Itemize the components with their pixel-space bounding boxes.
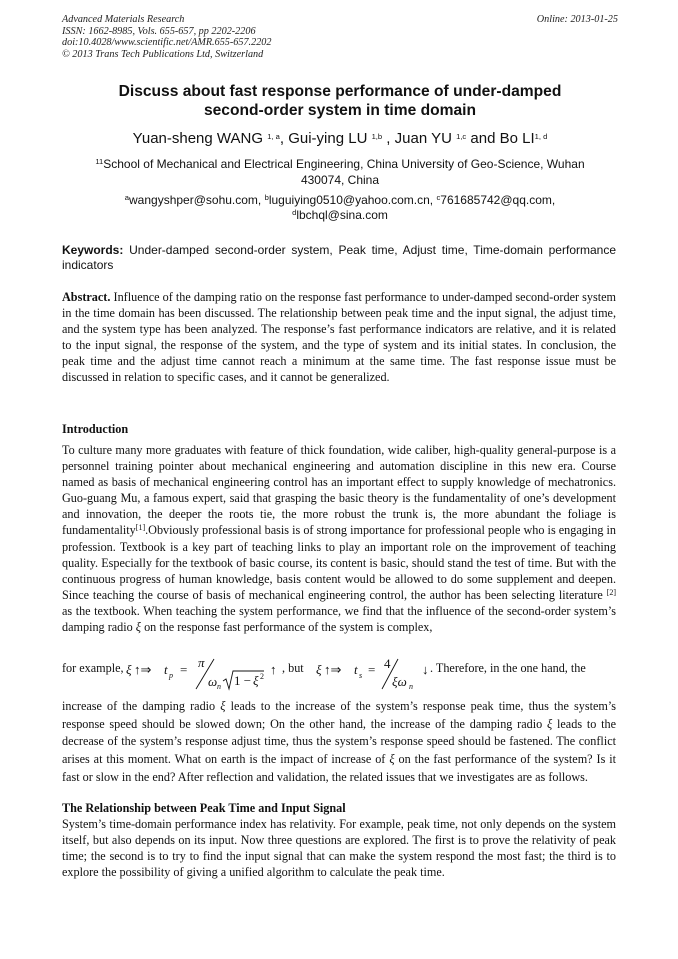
svg-text:t: t: [354, 662, 358, 677]
author-name: Yuan-sheng WANG: [132, 130, 264, 147]
journal-name: Advanced Materials Research: [62, 14, 185, 25]
email-link[interactable]: 761685742@qq.com,: [440, 193, 556, 207]
keywords-text: Under-damped second-order system, Peak time, Adjust time, Time-domain performance indicators: [62, 243, 617, 272]
affiliation-line-1: School of Mechanical and Electrical Engineering, China University of Geo-Science, Wuhan: [103, 157, 585, 171]
svg-text:π: π: [198, 655, 205, 670]
email-link[interactable]: wangyshper@sohu.com,: [129, 193, 262, 207]
svg-text:p: p: [169, 671, 173, 680]
abstract-label: Abstract.: [62, 290, 111, 304]
svg-text:1 −: 1 −: [234, 673, 252, 688]
author-sup: 1, a: [267, 132, 280, 141]
svg-text:↑: ↑: [270, 662, 277, 677]
email-sup: d: [292, 208, 297, 217]
email-list: [62, 193, 618, 223]
abstract: [62, 289, 616, 385]
issn-line: ISSN: 1662-8985, Vols. 655-657, pp 2202-2206: [62, 25, 256, 37]
intro-text: increase of the damping radio: [62, 699, 216, 713]
email-sup: c: [436, 193, 441, 202]
svg-text:=: =: [368, 662, 376, 677]
svg-text:n: n: [217, 682, 221, 691]
svg-text:n: n: [409, 682, 413, 691]
xi-symbol: ξ: [135, 620, 142, 635]
equation-line: [62, 655, 616, 693]
xi-symbol: ξ: [389, 752, 395, 767]
svg-text:=: =: [180, 662, 188, 677]
introduction-heading: Introduction: [62, 422, 129, 436]
svg-text:↑⇒: ↑⇒: [134, 662, 152, 677]
intro-text: on the fast performance of the system? Is it fast or slow in the end? After reflection and validation, the related issues that we investigates are as follows.: [62, 752, 617, 784]
intro-text: leads to the decrease of the system’s response adjust time, thus the system’s response speed should be fastened. The conflict arises at this moment. What on earth is the impact of increase of: [62, 716, 616, 767]
svg-text:4: 4: [384, 656, 391, 671]
section-heading: The Relationship between Peak Time and Input Signal: [62, 801, 346, 815]
svg-text:ξω: ξω: [392, 674, 407, 689]
affiliation: [62, 157, 618, 188]
svg-text:ω: ω: [208, 674, 218, 689]
title-line-1: Discuss about fast response performance of under-damped: [118, 83, 562, 100]
section-paragraph: System’s time-domain performance index has relativity. For example, peak time, not only depends on the system itself, but also depends on its input. Now three questions are explored. The first is to prove the relativity of peak time; the second is to try to find the input signal that can make the system respond the most fast; the third is to explore the possibility of giving a unified algorithm to calculate the peak time.: [62, 817, 616, 880]
xi-symbol: ξ: [547, 716, 553, 731]
eq-suffix: . Therefore, in the one hand, the: [430, 661, 586, 675]
svg-text:2: 2: [260, 672, 264, 681]
paper-title: [62, 82, 618, 120]
citation: [2]: [606, 587, 617, 597]
copyright-line: © 2013 Trans Tech Publications Ltd, Switzerland: [62, 48, 264, 60]
intro-text: leads to the increase of the system’s response peak time, thus the system’s response speed should be slowed down; On the other hand, the increase of the damping radio: [62, 699, 617, 731]
affiliation-line-2: 430074, China: [300, 172, 380, 187]
email-sup: b: [264, 193, 269, 202]
author-name: Gui-ying LU: [288, 130, 368, 147]
svg-text:t: t: [164, 662, 168, 677]
journal-header: [62, 14, 618, 60]
keywords-label: Keywords:: [62, 243, 124, 257]
xi-symbol: ξ: [220, 699, 226, 713]
doi-line: doi:10.4028/www.scientific.net/AMR.655-657.2202: [62, 37, 272, 49]
svg-text:s: s: [359, 671, 363, 680]
author-sup: 1,b: [371, 132, 383, 141]
introduction-paragraph: [62, 442, 616, 635]
svg-text:ξ: ξ: [253, 673, 259, 688]
email-sup: a: [124, 193, 130, 202]
intro-text: .Obviously professional basis is of strong importance for professional people who is engaging in profession. Textbook is a key part of teaching links to play an important role on the improvement of teaching quality. Especially for the textbook of basic course, its content is basic, should stand the test of time. But with the continuous progress of human knowledge, basis content would be allowed to do some supplement and deepen. Since teaching the course of basis of mechanical engineering control, the author has been selecting literature: [62, 523, 616, 602]
intro-text: on the response fast performance of the system is complex,: [144, 620, 433, 635]
citation: [1]: [135, 523, 146, 533]
intro-text: as the textbook. When teaching the system performance, we find that the influence of the second-order system’s damping radio: [62, 603, 616, 635]
introduction-continued: [62, 698, 616, 787]
affiliation-sup: 11: [95, 157, 104, 166]
author-sup: 1,c: [456, 132, 467, 141]
keywords: [62, 243, 616, 273]
eq-mid: , but: [282, 661, 304, 675]
abstract-text: Influence of the damping ratio on the response fast performance to under-damped second-order system in the time domain has been discussed. The relationship between peak time and the input signal, the adjust time, and the system type has been analyzed. The response’s fast performance indicators are relative, and it is related to the input signal, the response of the system, and the type of system and its initial states. In conclusion, the peak time and the adjust time cannot reach a minimum at the same time. The fast response issue must be discussed in relation to specific cases, and it cannot be generalized.: [62, 290, 617, 384]
svg-text:↑⇒: ↑⇒: [324, 662, 342, 677]
author-conjunction: and: [470, 130, 496, 147]
title-line-2: second-order system in time domain: [203, 102, 477, 119]
svg-text:↓: ↓: [422, 662, 429, 677]
svg-text:ξ: ξ: [126, 662, 132, 677]
online-date: Online: 2013-01-25: [536, 14, 618, 25]
eq-prefix: for example,: [62, 661, 124, 675]
email-link[interactable]: lbchql@sina.com: [296, 208, 388, 222]
intro-text: To culture many more graduates with feature of thick foundation, wide caliber, high-quality general-purpose is a personnel training pointer about mechanical engineering and automation discipline in this new era. Course named as basis of mechanical engineering control has an important effect to supply knowledge of mechatronics. Guo-guang Mu, a famous expert, said that grasping the basic theory is the fundamentality of one’s development and innovation, the deeper the roots tie, the more robust the trunk is, the more abundant the foliage is fundamentality: [62, 443, 616, 538]
author-name: Juan YU: [394, 130, 452, 147]
email-link[interactable]: luguiying0510@yahoo.com.cn,: [268, 193, 434, 207]
author-list: Yuan-sheng WANG $^{1, a}$, Gui-ying LU $^{1,b}$ , Juan YU $^{1,c}$ and Bo LI$^{1, d}$: [132, 130, 548, 147]
author-sup: 1, d: [534, 132, 548, 141]
svg-text:ξ: ξ: [316, 662, 322, 677]
author-name: Bo LI: [499, 130, 535, 147]
